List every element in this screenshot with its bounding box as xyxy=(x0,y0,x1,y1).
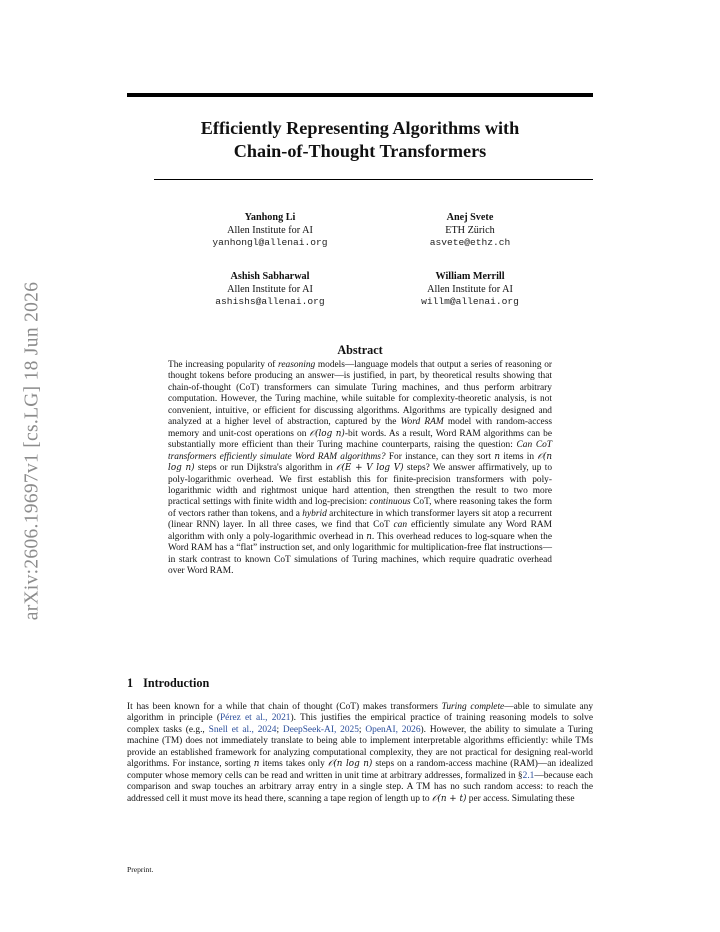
paper-title xyxy=(127,117,593,163)
section-title: Introduction xyxy=(143,676,210,690)
citation-link[interactable]: OpenAI, 2026 xyxy=(365,724,421,735)
section-number: 1 xyxy=(127,676,134,690)
author-block xyxy=(160,212,380,250)
author-email: yanhongl@allenai.org xyxy=(212,237,328,248)
abstract-text: The increasing popularity of reasoning models—language models that output a series of reasoning or thought tokens before producing an answer—is justified, in part, by theoretical results showing that chain-of-thought (CoT) transformers can simulate Turing machines, and thus perform arbitrary computation. However, the Turing machine, while suitable for complexity-theoretic analysis, is not convenient, intuitive, or efficient for discussing algorithms. Algorithms are typically designed and analyzed at a higher level of abstraction, captured by the Word RAM model with random-access memory and unit-cost operations on 𝒪(log n)-bit words. As a result, Word RAM algorithms can be substantially more efficient than their Turing machine counterparts, raising the question: Can CoT transformers efficiently simulate Word RAM algorithms? For instance, can they sort n items in 𝒪(n log n) steps or run Dijkstra's algorithm in 𝒪(E + V log V) steps? We answer affirmatively, up to poly-logarithmic overhead. We first establish this for finite-precision transformers with poly-logarithmic width and rightmost unique hard attention, then strengthen the result to two more practical settings with finite width and log-precision: continuous CoT, where reasoning takes the form of vectors rather than tokens, and a hybrid architecture in which transformer layers sit atop a recurrent (linear RNN) layer. In all three cases, we find that CoT can efficiently simulate any Word RAM algorithm with only a poly-logarithmic overhead in n. This overhead reduces to log-square when the Word RAM has a “flat” instruction set, and only logarithmic for multiplication-free flat instructions—in stark contrast to known CoT simulations of Turing machines, which require quadratic overhead over Word RAM. xyxy=(168,360,553,577)
author-block xyxy=(160,271,380,309)
footer-preprint: Preprint. xyxy=(127,865,154,874)
author-name: William Merrill xyxy=(435,271,505,282)
author-affiliation: Allen Institute for AI xyxy=(227,283,313,295)
author-email: ashishs@allenai.org xyxy=(215,296,325,307)
author-affiliation: Allen Institute for AI xyxy=(227,224,313,236)
title-line-2: Chain-of-Thought Transformers xyxy=(233,141,487,161)
introduction-text: It has been known for a while that chain of thought (CoT) makes transformers Turing complete—able to simulate any algorithm in principle (Pérez et al., 2021). This justifies the empirical practice of training reasoning models to solve complex tasks (e.g., Snell et al., 2024; DeepSeek-AI, 2025; OpenAI, 2026). However, the ability to simulate a Turing machine (TM) does not immediately translate to being able to implement interpretable algorithms efficiently: while TMs provide an established framework for analyzing computational complexity, they are not practical for designing real-world algorithms. For instance, sorting n items takes only 𝒪(n log n) steps on a random-access machine (RAM)—an idealized computer whose memory cells can be read and written in unit time at arbitrary addresses, formalized in §2.1—because each comparison and swap touches an arbitrary array entry in a single step. A TM has no such random access: to reach the addressed cell it must move its head there, scanning a tape region of length up to 𝒪(n + t) per access. Simulating these xyxy=(127,702,594,804)
citation-link[interactable]: DeepSeek-AI, 2025 xyxy=(282,724,359,735)
author-affiliation: Allen Institute for AI xyxy=(427,283,513,295)
author-email: willm@allenai.org xyxy=(421,296,519,307)
author-name: Anej Svete xyxy=(446,212,494,223)
citation-link[interactable]: Snell et al., 2024 xyxy=(208,724,277,735)
title-line-1: Efficiently Representing Algorithms with xyxy=(200,118,520,138)
title-bottom-rule xyxy=(154,179,593,180)
author-name: Ashish Sabharwal xyxy=(230,271,310,282)
title-top-rule xyxy=(127,93,593,97)
author-block xyxy=(360,271,580,309)
author-name: Yanhong Li xyxy=(244,212,296,223)
arxiv-identifier-stamp xyxy=(6,262,58,640)
section-heading-introduction xyxy=(127,676,209,691)
author-email: asvete@ethz.ch xyxy=(429,237,511,248)
author-affiliation: ETH Zürich xyxy=(445,224,495,236)
section-reference-link[interactable]: 2.1 xyxy=(522,770,535,781)
author-block xyxy=(360,212,580,250)
abstract-heading: Abstract xyxy=(337,343,383,357)
citation-link[interactable]: Pérez et al., 2021 xyxy=(219,713,291,724)
arxiv-identifier-text: arXiv:2606.19697v1 [cs.LG] 18 Jun 2026 xyxy=(21,281,42,621)
